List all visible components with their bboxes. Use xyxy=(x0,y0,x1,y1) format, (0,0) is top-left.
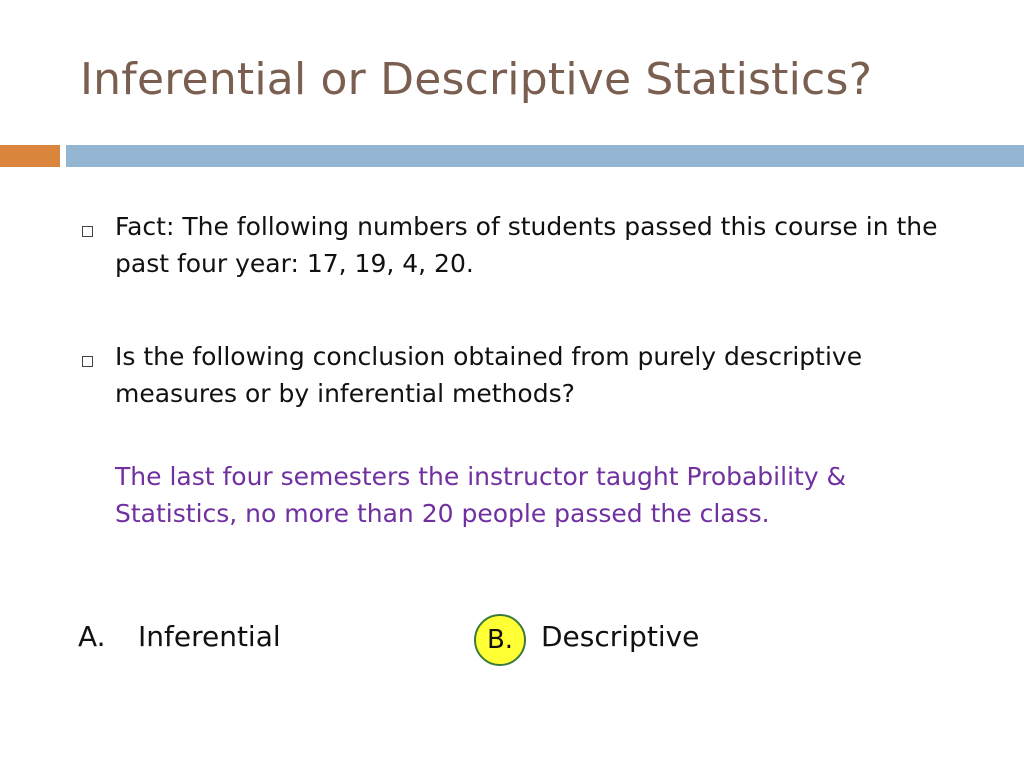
title-rule-bar xyxy=(66,145,1024,167)
option-b-letter-highlight: B. xyxy=(474,614,526,666)
option-a-letter: A. xyxy=(78,620,106,653)
slide-title: Inferential or Descriptive Statistics? xyxy=(80,54,873,105)
option-b-text: Descriptive xyxy=(541,620,700,653)
square-bullet-icon xyxy=(82,226,93,237)
conclusion-text: The last four semesters the instructor taught Probability & Statistics, no more than 20 people passed the class. xyxy=(115,462,847,528)
bullet-text: Fact: The following numbers of students passed this course in the past four year: 17, 19, 4, 20. xyxy=(115,212,938,278)
bullet-text: Is the following conclusion obtained from purely descriptive measures or by inferential methods? xyxy=(115,342,863,408)
answer-options xyxy=(0,614,1024,664)
title-rule-accent xyxy=(0,145,60,167)
square-bullet-icon xyxy=(82,356,93,367)
option-a-text: Inferential xyxy=(138,620,281,653)
